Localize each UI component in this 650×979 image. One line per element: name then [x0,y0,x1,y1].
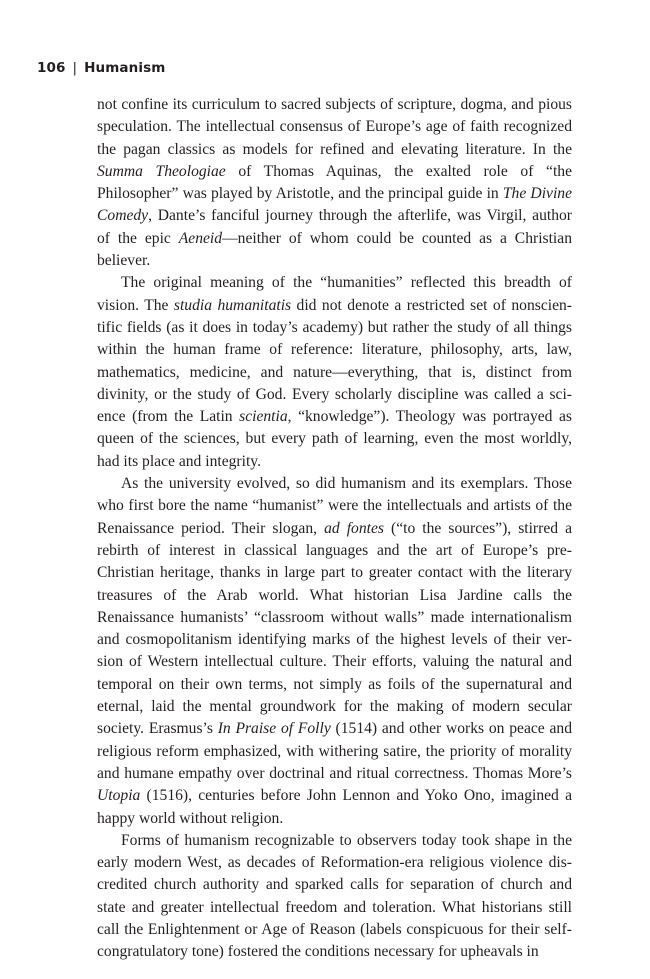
text-run: As the university evolved, so did humanism and its exemplars. Those who first bore the name “humanist” were the intellectuals and artists of the Renaissance period. Their slogan, [97,475,572,537]
text-run: —neither of whom could be counted as a Christian believer. [97,229,572,270]
text-run: , “knowledge”). Theology was portrayed as queen of the sciences, but every path of learning, even the most worldly, had its place and integrity. [97,408,572,470]
italic-text: Summa Theologiae [97,162,226,180]
text-run: , Dante’s fanciful journey through the afterlife, was Virgil, author of the epic [97,207,572,247]
paragraph [97,473,572,830]
text-run: The original meaning of the “humanities” reflected this breadth of vision. The [97,274,572,314]
italic-text: scientia [239,408,288,426]
text-run: (1516), centuries before John Lennon and Yoko Ono, imagined a happy world without religion. [97,787,572,827]
running-title: Humanism [84,60,166,76]
italic-text: The Divine Comedy [97,185,572,225]
header-separator: | [72,60,78,76]
italic-text: Utopia [97,787,141,805]
italic-text: In Praise of Folly [217,720,331,738]
text-run: not confine its curriculum to sacred subjects of scripture, dogma, and pious speculation. The intellectual consensus of Europe’s age of faith recognized the pagan classics as models for refined and elevating literature. In the [97,96,572,158]
italic-text: studia humanitatis [173,296,292,314]
page-number: 106 [37,60,66,76]
text-run: did not denote a restricted set of nonscientific fields (as it does in today’s academy) but rather the study of all things within the human frame of reference: literature, philosophy, arts, law, mathematics, medicine, and nature—everything, that is, distinct from divinity, or the study of God. Every scholarly discipline was called a science (from the Latin [97,296,572,426]
paragraph [97,830,572,964]
body-text [97,94,572,964]
text-run: Forms of humanism recognizable to observers today took shape in the early modern West, as decades of Reformation-era religious violence discredited church authority and sparked calls for separation of church and state and greater intellectual freedom and toleration. What historians still call the Enlightenment or Age of Reason (labels conspicuous for their self-congratulatory tone) fostered the conditions necessary for upheavals in [97,831,572,961]
paragraph [97,272,572,473]
text-run: (1514) and other works on peace and religious reform emphasized, with withering satire, the priority of morality and humane empathy over doctrinal and ritual correctness. Thomas More’s [97,720,572,782]
italic-text: ad fontes [324,519,384,537]
text-run: of Thomas Aquinas, the exalted role of “the Philosopher” was played by Aristotle, and the principal guide in [97,162,572,203]
text-run: (“to the sources”), stirred a rebirth of interest in classical languages and the art of Europe’s pre-Christian heritage, thanks in large part to greater contact with the literary treasures of the Arab world. What historian Lisa Jardine calls the Renaissance humanists’ “classroom without walls” made internationalism and cosmopolitanism identifying marks of the highest levels of their version of Western intellectual culture. Their efforts, valuing the natural and temporal on their own terms, not simply as foils of the supernatural and eternal, laid the mental groundwork for the making of modern secular society. Erasmus’s [97,519,573,738]
running-head [37,60,165,76]
paragraph [97,94,572,272]
italic-text: Aeneid [178,229,223,247]
